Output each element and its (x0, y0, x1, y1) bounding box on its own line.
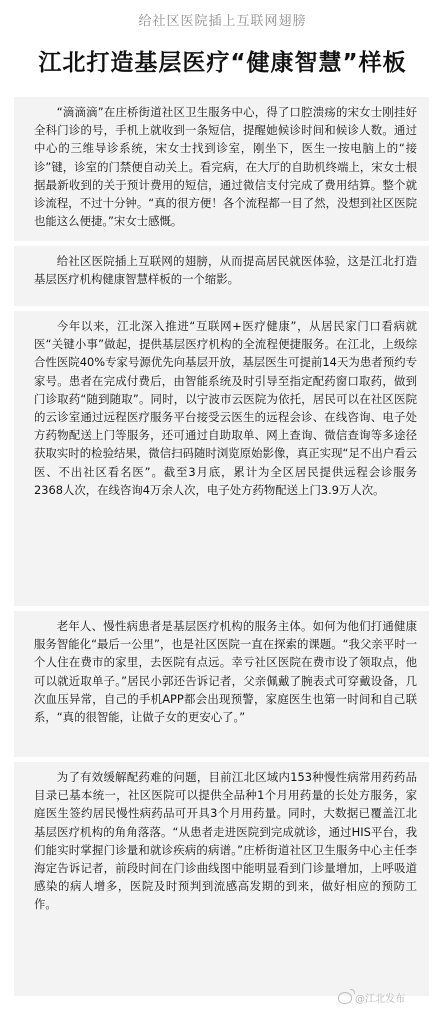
paragraph-block (14, 311, 429, 606)
paragraph-text: 给社区医院插上互联网的翅膀，从而提高居民就医体验，这是江北打造基层医疗机构健康智慧样板的一个缩影。 (34, 254, 417, 287)
paragraph-block (14, 97, 429, 241)
weibo-icon (338, 992, 352, 1004)
article-subtitle: 给社区医院插上互联网翅膀 (138, 14, 307, 29)
article-title: 江北打造基层医疗“健康智慧”样板 (38, 50, 407, 76)
paragraph-block (14, 762, 429, 996)
paragraph-text: 老年人、慢性病患者是基层医疗机构的服务主体。如何为他们打通健康服务智能化“最后一公里”，也是社区医院一直在探索的课题。“我父亲平时一个人住在费市的家里，去医院有点远。幸亏社区医院在费市设了领取点，他可以就近取单子。”居民小郭还告诉记者，父亲佩戴了腕表式可穿戴设备，几次血压异常，自己的手机APP都会出现预警，家庭医生也第一时间和自己联系，“真的很智能，让做子女的更安心了。” (34, 619, 417, 725)
paragraph-block (14, 611, 429, 757)
paragraph-text: “滴滴滴”在庄桥街道社区卫生服务中心，得了口腔溃疡的宋女士刚挂好全科门诊的号，手机上就收到一条短信，提醒她候诊时间和候诊人数。通过中心的三维导诊系统，宋女士找到诊室，刚坐下，医生一按电脑上的“接诊”键，诊室的门禁便自动关上。看完病，在大厅的自助机终端上，宋女士根据最新收到的关于预计费用的短信，通过微信支付完成了费用结算。整个就诊流程，不过十分钟。“真的很方便！各个流程都一目了然，没想到社区医院也能这么便捷。”宋女士感慨。 (34, 105, 417, 229)
paragraph-text: 为了有效缓解配药难的问题，目前江北区域内153种慢性病常用药药品目录已基本统一，社区医院可以提供全品种1个月用药量的长处方服务，家庭医生签约居民慢性病药品可开具3个月用药量。同时，大数据已覆盖江北基层医疗机构的角角落落。“从患者走进医院到完成就诊，通过HIS平台，我们能实时掌握门诊量和就诊疾病的病谱。”庄桥街道社区卫生服务中心主任李海定告诉记者，前段时间在门诊曲线图中能明显看到门诊量增加，上呼吸道感染的病人增多，医院及时预判到流感高发期的到来，做好相应的预防工作。 (34, 770, 417, 912)
paragraph-text: 今年以来，江北深入推进“互联网+医疗健康”，从居民家门口看病就医“关键小事”做起，提供基层医疗机构的全流程便捷服务。在江北，上级综合性医院40%专家号源优先向基层开放，基层医生可提前14天为患者预约专家号。患者在完成付费后，由智能系统及时引导至指定配药窗口取药，做到门诊取药“随到随取”。同时，以宁波市云医院为依托，居民可以在社区医院的云诊室通过远程医疗服务平台接受云医生的远程会诊、在线咨询、电子处方药物配送上门等服务，还可通过自助取单、网上查询、微信查询等多途径获取实时的检验结果，微信扫码随时浏览原始影像，真正实现“足不出户看云医、不出社区看名医”。截至3月底，累计为全区居民提供远程会诊服务2368人次，在线咨询4万余人次，电子处方药物配送上门3.9万人次。 (34, 319, 417, 497)
paragraph-block (14, 246, 429, 306)
weibo-watermark (338, 990, 405, 1005)
watermark-text: @江北发布 (355, 994, 405, 1005)
